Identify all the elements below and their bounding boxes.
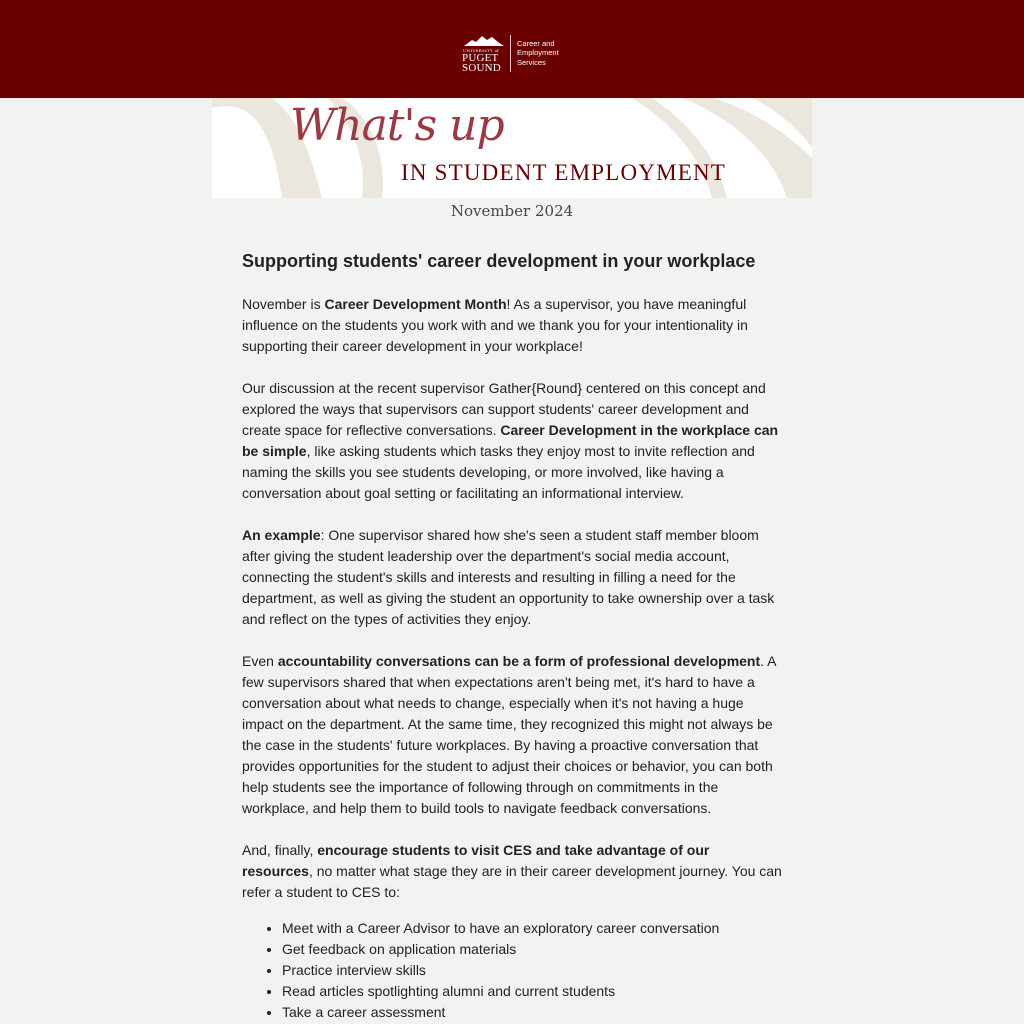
logo-line2: Employment xyxy=(517,48,559,58)
p2-text-end: , like asking students which tasks they enjoy most to invite reflection and naming the skills you see students developing, or more involved, like having a conversation about goal setting or facilitating an informational interview. xyxy=(242,443,755,501)
logo-line1: Career and xyxy=(517,39,555,48)
logo-puget-sound xyxy=(462,53,501,73)
ces-referral-list xyxy=(242,918,784,1023)
p4-text: Even xyxy=(242,653,278,669)
banner-script-title: What's up xyxy=(290,100,504,151)
logo-sound: SOUND xyxy=(462,62,501,74)
paragraph-3 xyxy=(242,525,784,630)
list-item: • Take a career assessment xyxy=(282,1002,784,1023)
list-item: • Read articles spotlighting alumni and current students xyxy=(282,981,784,1002)
list-item: • Get feedback on application materials xyxy=(282,939,784,960)
p5-text: And, finally, xyxy=(242,842,318,858)
article-title: Supporting students' career development in your workplace xyxy=(242,251,756,271)
banner-subtitle: IN STUDENT EMPLOYMENT xyxy=(401,160,727,185)
p1-text: November is xyxy=(242,296,325,312)
p5-text-end: , no matter what stage they are in their career development journey. You can refer a student to CES to: xyxy=(242,863,782,900)
article-body xyxy=(242,250,784,1023)
mountain-icon xyxy=(462,34,506,48)
p2-text: Our discussion at the recent supervisor Gather{Round} centered on this concept and explored the ways that supervisors can support students' career development and create space for reflective conversations. xyxy=(242,380,766,438)
p3-bold: An example xyxy=(242,527,321,543)
list-item: • Meet with a Career Advisor to have an exploratory career conversation xyxy=(282,918,784,939)
newsletter-banner xyxy=(212,98,812,198)
logo-university: UNIVERSITY of xyxy=(463,48,499,53)
p4-bold: accountability conversations can be a form of professional development xyxy=(277,653,761,669)
logo-line3: Services xyxy=(517,57,546,67)
list-item: • Practice interview skills xyxy=(282,960,784,981)
paragraph-5 xyxy=(242,840,784,903)
issue-date: November 2024 xyxy=(450,202,574,220)
p3-text: : One supervisor shared how she's seen a student staff member bloom after giving the student leadership over the department's social media account, connecting the student's skills and interests and resulting in filling a need for the department, as well as giving the student an opportunity to take ownership over a task and reflect on the types of activities they enjoy. xyxy=(242,527,775,627)
puget-sound-wordmark xyxy=(462,34,506,74)
p1-bold: Career Development Month xyxy=(324,296,507,312)
logo-divider xyxy=(510,35,511,72)
p4-text-end: . A few supervisors shared that when expectations aren't being met, it's hard to have a conversation about what needs to change, especially when it's not having a huge impact on the department. At the same time, they recognized this might not always be the case in the students' future workplaces. By having a proactive conversation that provides opportunities for the student to adjust their choices or behavior, you can both help students see the importance of following through on commitments in the workplace, and help them to build tools to navigate feedback conversations. xyxy=(242,653,776,816)
logo-puget: PUGET xyxy=(462,52,499,64)
ces-logo[interactable] xyxy=(462,34,564,74)
p2-bold: Career Development in the workplace can be simple xyxy=(242,422,779,459)
paragraph-2 xyxy=(242,378,784,504)
paragraph-1 xyxy=(242,294,784,357)
p1-text-end: ! As a supervisor, you have meaningful influence on the students you work with and we thank you for your intentionality in supporting their career development in your workplace! xyxy=(242,296,748,354)
paragraph-4 xyxy=(242,651,784,819)
logo-ces-text xyxy=(517,39,559,67)
p5-bold: encourage students to visit CES and take advantage of our resources xyxy=(242,842,710,879)
header-bar xyxy=(0,0,1024,98)
